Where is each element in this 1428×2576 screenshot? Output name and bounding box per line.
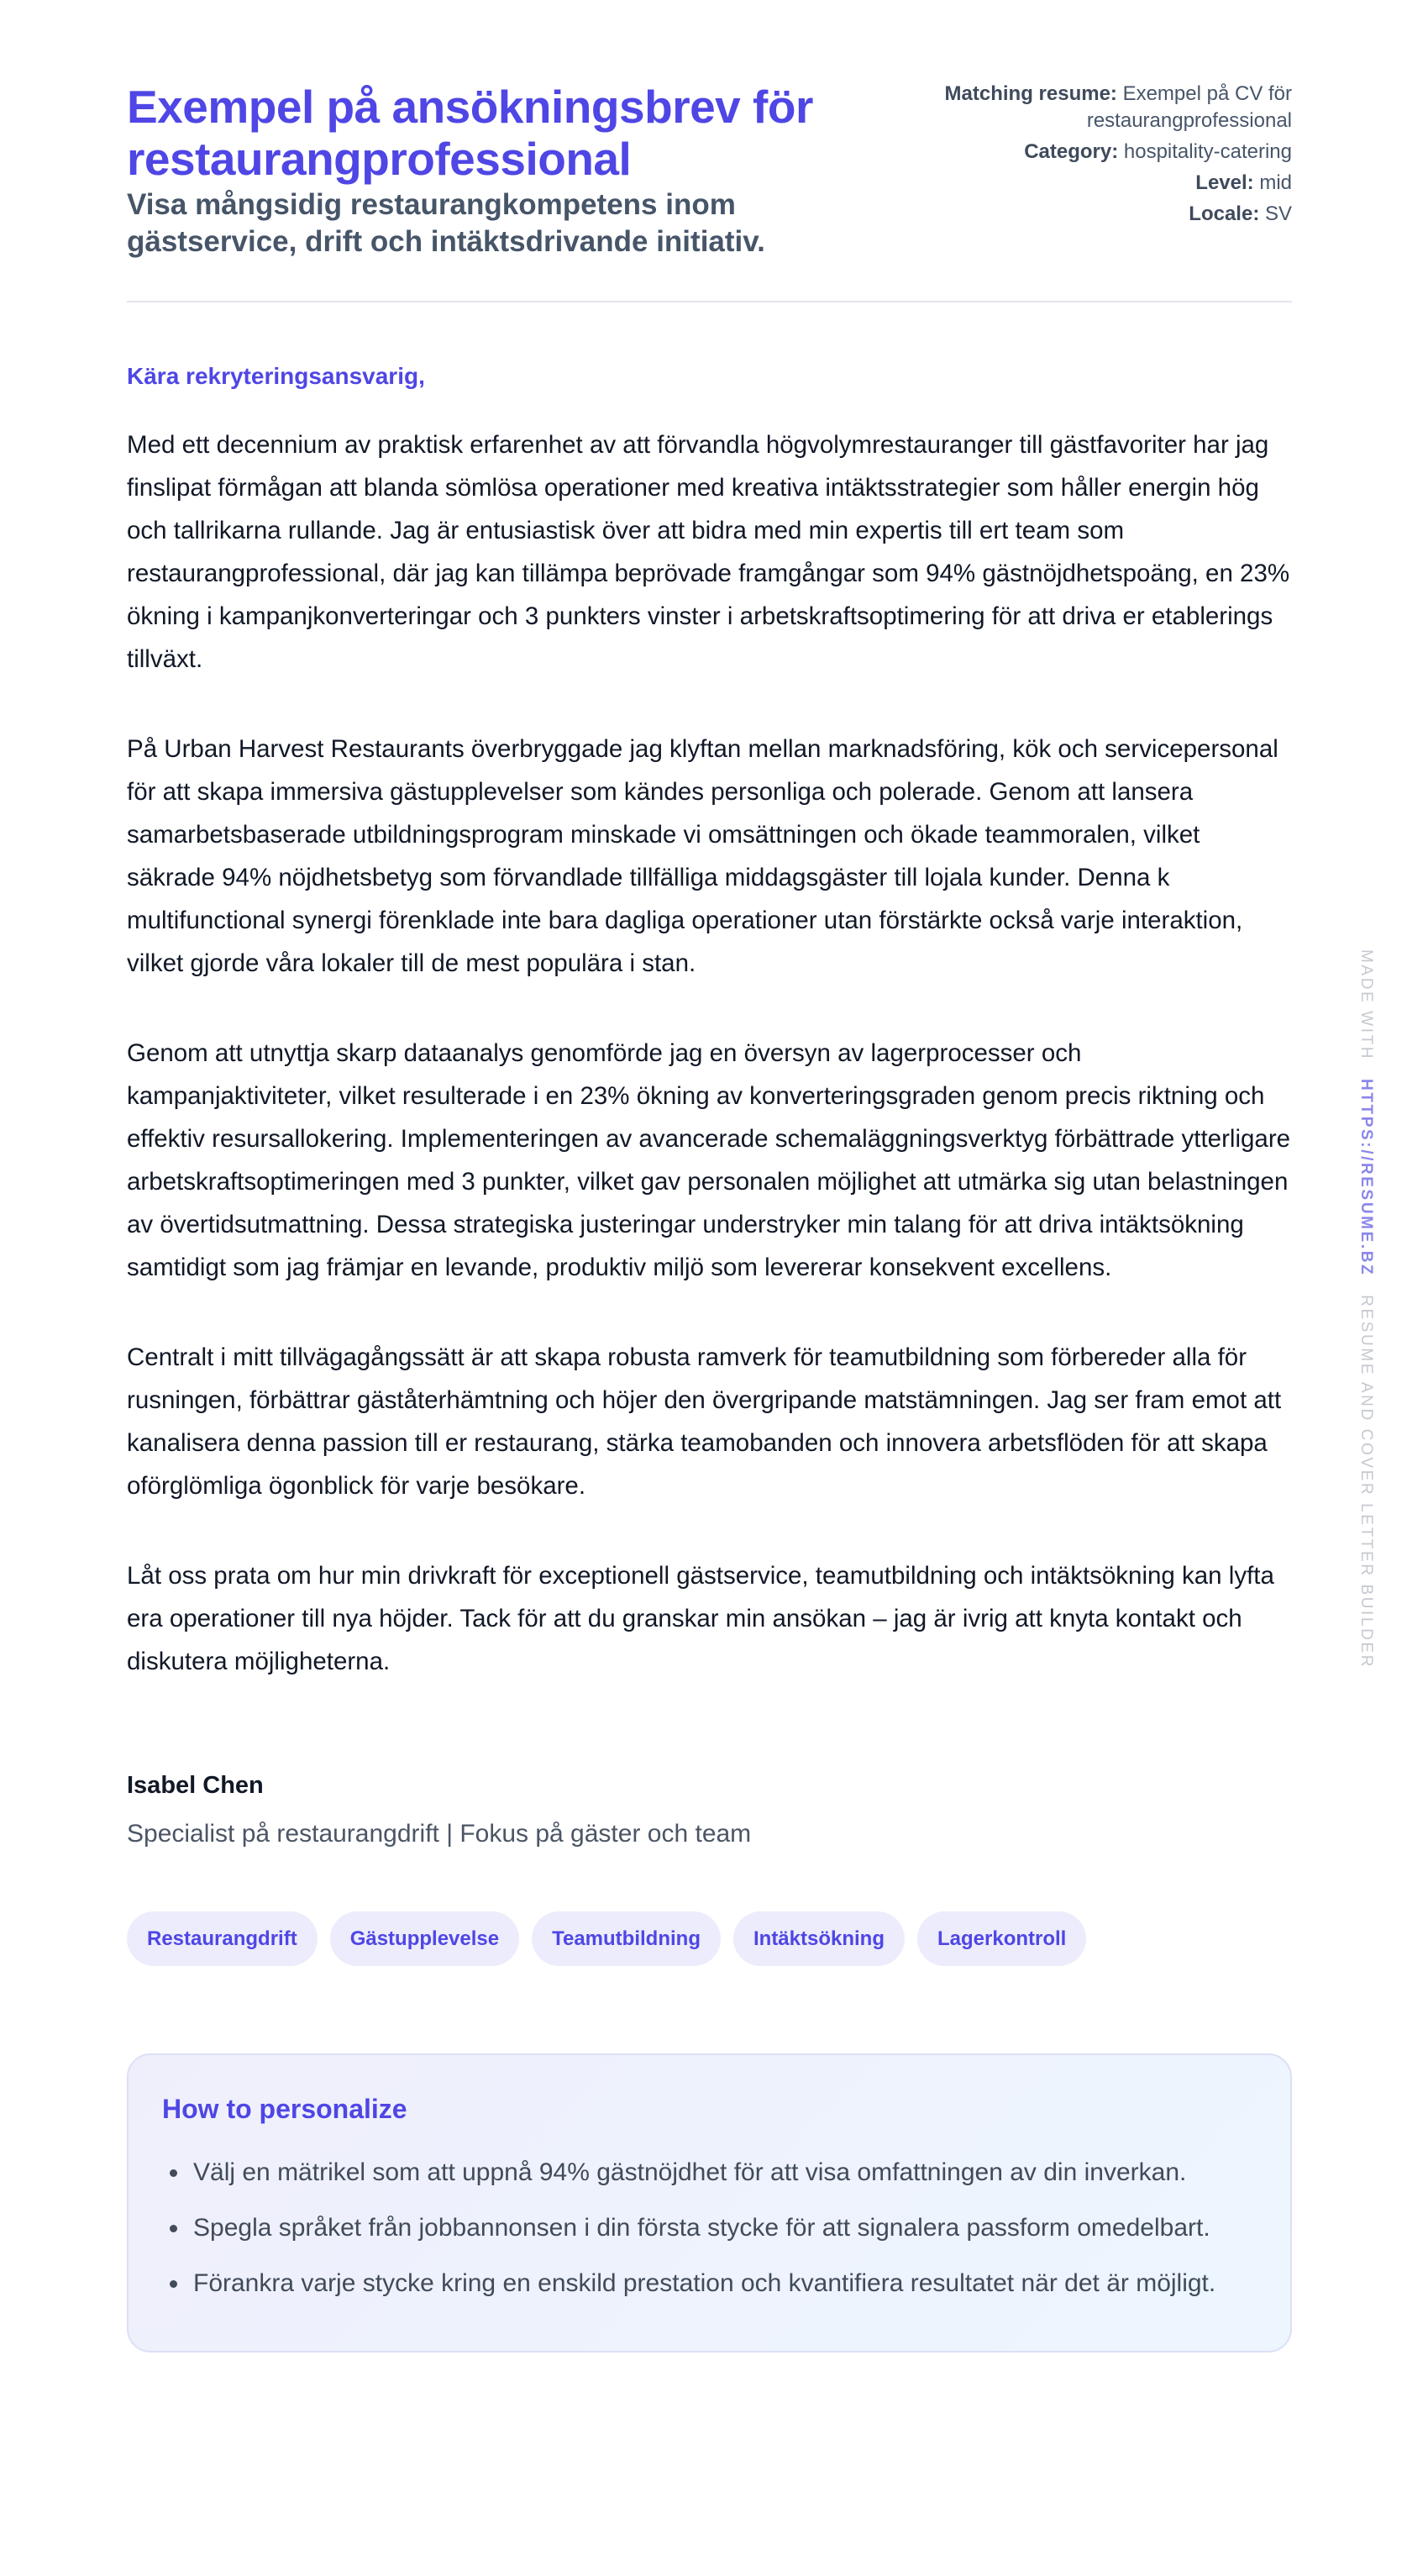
signature-title: Specialist på restaurangdrift | Fokus på gäster och team bbox=[127, 1820, 752, 1848]
salutation: Kära rekryteringsansvarig, bbox=[127, 363, 425, 389]
meta-category bbox=[939, 139, 1292, 166]
meta-info bbox=[939, 81, 1292, 232]
meta-label: Level: bbox=[1195, 171, 1254, 194]
watermark-suffix: RESUME AND COVER LETTER BUILDER bbox=[1357, 1295, 1375, 1669]
signature-name: Isabel Chen bbox=[127, 1772, 264, 1799]
page-subtitle: Visa mångsidig restaurangkompetens inom gästservice, drift och intäktsdrivande initiativ. bbox=[127, 188, 765, 258]
skill-tag: Teamutbildning bbox=[532, 1911, 721, 1966]
meta-value: Exempel på CV för restaurangprofessional bbox=[1086, 82, 1292, 132]
tip-item: Förankra varje stycke kring en enskild prestation och kvantifiera resultatet när det är möjligt. bbox=[162, 2262, 1257, 2305]
skill-tag: Restaurangdrift bbox=[127, 1911, 318, 1966]
meta-level bbox=[939, 170, 1292, 197]
letter-paragraph: Med ett decennium av praktisk erfarenhet av att förvandla högvolymrestauranger till gästfavoriter har jag finslipat förmågan att blanda sömlösa operationer med kreativa intäktsstrategier som håller energin hög och tallrikarna rullande. Jag är entusiastisk över att bidra med min expertis till ert team som restaurangprofessional, där jag kan tillämpa beprövade framgångar som 94% gästnöjdhetspoäng, en 23% ökning i kampanjkonverteringar och 3 punkters vinster i arbetskraftsoptimering för att driva er etablerings tillväxt. bbox=[127, 431, 1290, 673]
tips-list bbox=[162, 2151, 1257, 2305]
letter-body bbox=[127, 361, 1292, 1851]
letter-paragraph: På Urban Harvest Restaurants överbryggade jag klyftan mellan marknadsföring, kök och servicepersonal för att skapa immersiva gästupplevelser som kändes personliga och polerade. Genom att lansera samarbetsbaserade utbildningsprogram minskade vi omsättningen och ökade teammoralen, vilket säkrade 94% nöjdhetsbetyg som förvandlade tillfälliga middagsgäster till lojala kunder. Denna k multifunctional synergi förenklade inte bara dagliga operationer utan förstärkte också varje interaktion, vilket gjorde våra lokaler till de mest populära i stan. bbox=[127, 735, 1278, 977]
letter-paragraph: Centralt i mitt tillvägagångssätt är att skapa robusta ramverk för teamutbildning som förbereder alla för rusningen, förbättrar gäståterhämtning och höjer den övergripande matstämningen. Jag ser fram emot att kanalisera denna passion till er restaurang, stärka teamobanden och innovera arbetsflöden för att skapa oförglömliga ögonblick för varje besökare. bbox=[127, 1343, 1282, 1500]
letter-paragraph: Låt oss prata om hur min drivkraft för exceptionell gästservice, teamutbildning och intäktsökning kan lyfta era operationer till nya höjder. Tack för att du granskar min ansökan – jag är ivrig att knyta kontakt och diskutera möjligheterna. bbox=[127, 1562, 1274, 1675]
cover-letter-page bbox=[127, 0, 1292, 2353]
tips-title: How to personalize bbox=[162, 2094, 407, 2124]
watermark-link[interactable]: HTTPS://RESUME.BZ bbox=[1357, 1079, 1375, 1277]
meta-label: Locale: bbox=[1189, 202, 1260, 225]
skill-tag: Gästupplevelse bbox=[330, 1911, 519, 1966]
title-block bbox=[127, 81, 883, 260]
meta-label: Matching resume: bbox=[944, 82, 1117, 105]
skill-tags bbox=[127, 1911, 1292, 1966]
skill-tag: Lagerkontroll bbox=[917, 1911, 1086, 1966]
meta-locale bbox=[939, 201, 1292, 228]
meta-value: hospitality-catering bbox=[1123, 140, 1292, 163]
tip-item: Spegla språket från jobbannonsen i din första stycke för att signalera passform omedelbart. bbox=[162, 2206, 1257, 2249]
meta-label: Category: bbox=[1024, 140, 1119, 163]
personalize-tips-box bbox=[127, 2053, 1292, 2353]
page-header bbox=[127, 0, 1292, 302]
letter-paragraph: Genom att utnyttja skarp dataanalys genomförde jag en översyn av lagerprocesser och kampanjaktiviteter, vilket resulterade i en 23% ökning av konverteringsgraden genom precis riktning och effektiv resursallokering. Implementeringen av avancerade schemaläggningsverktyg förbättrade ytterligare arbetskraftsoptimeringen med 3 punkter, vilket gav personalen möjlighet att utmärka sig utan belastningen av övertidsutmattning. Dessa strategiska justeringar understryker min talang för att driva intäktsökning samtidigt som jag främjar en levande, produktiv miljö som levererar konsekvent excellens. bbox=[127, 1039, 1291, 1281]
meta-matching-resume bbox=[939, 81, 1292, 134]
watermark-prefix: MADE WITH bbox=[1357, 949, 1375, 1061]
tip-item: Välj en mätrikel som att uppnå 94% gästnöjdhet för att visa omfattningen av din inverkan. bbox=[162, 2151, 1257, 2194]
made-with-watermark bbox=[1358, 949, 1374, 1669]
meta-value: mid bbox=[1259, 171, 1292, 194]
meta-value: SV bbox=[1264, 202, 1292, 225]
skill-tag: Intäktsökning bbox=[733, 1911, 905, 1966]
page-title: Exempel på ansökningsbrev för restaurangprofessional bbox=[127, 81, 813, 185]
